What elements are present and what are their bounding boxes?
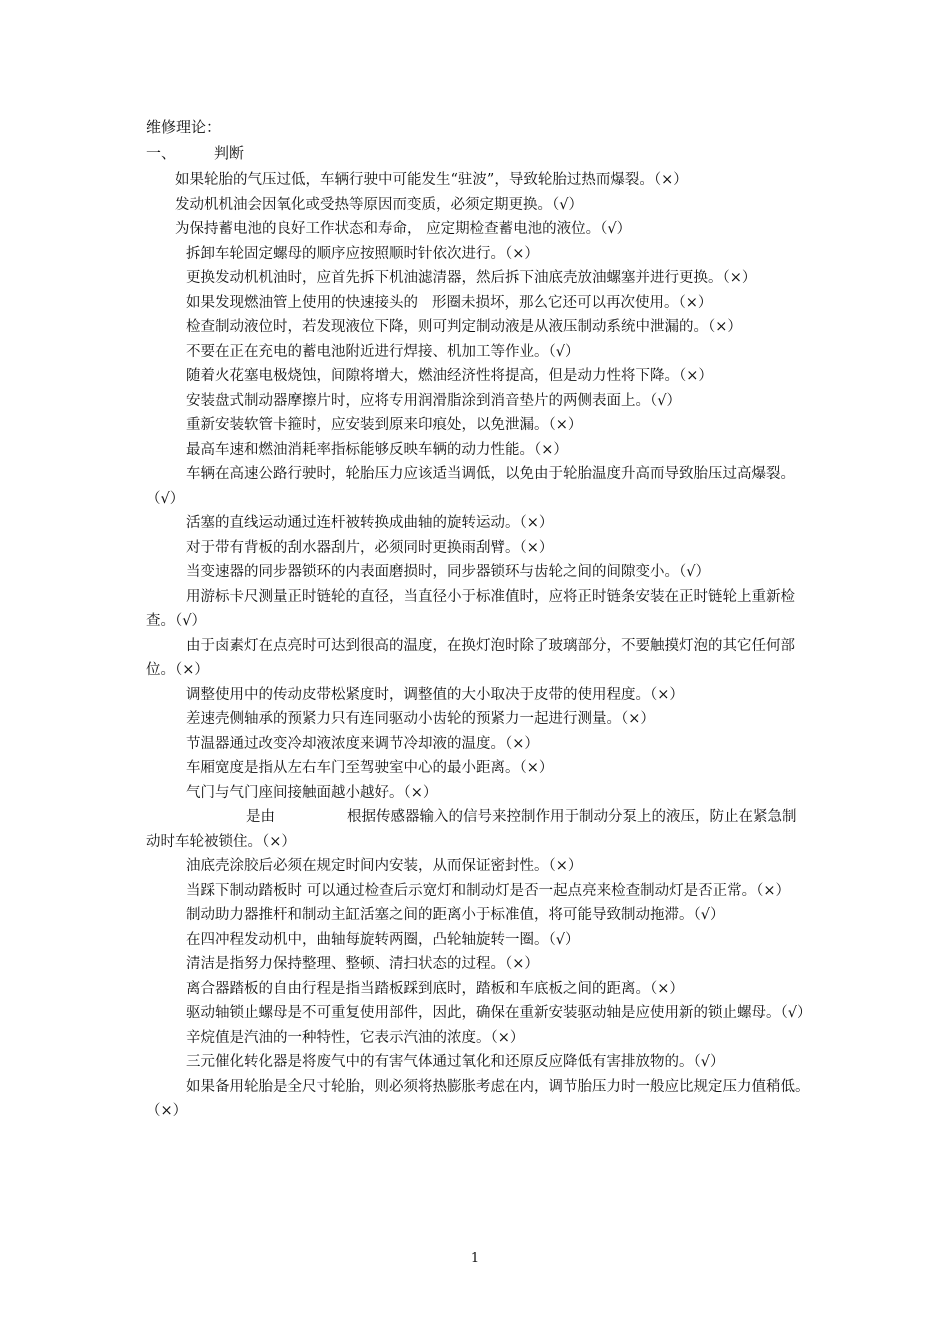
list-item: 车厢宽度是指从左右车门至驾驶室中心的最小距离。（×） xyxy=(186,760,554,776)
list-item-part: 如果发现燃油管上使用的快速接头的 xyxy=(186,294,418,311)
section-label: 判断 xyxy=(214,144,245,162)
list-item: 节温器通过改变冷却液浓度来调节冷却液的温度。（×） xyxy=(186,735,539,752)
list-item: 差速壳侧轴承的预紧力只有连同驱动小齿轮的预紧力一起进行测量。（×） xyxy=(186,711,655,727)
list-item: 发动机机油会因氧化或受热等原因而变质，必须定期更换。（√） xyxy=(175,196,583,213)
list-item: 清洁是指努力保持整理、整顿、清扫状态的过程。（×） xyxy=(186,956,539,972)
list-item: 随着火花塞电极烧蚀，间隙将增大，燃油经济性将提高，但是动力性将下降。（×） xyxy=(186,368,713,384)
list-item: 在四冲程发动机中，曲轴每旋转两圈，凸轮轴旋转一圈。（√） xyxy=(186,931,580,948)
list-item: 辛烷值是汽油的一种特性，它表示汽油的浓度。（×） xyxy=(186,1029,525,1046)
list-item-part: 是由 xyxy=(246,809,275,825)
document-heading: 维修理论： xyxy=(146,118,222,136)
list-item: 驱动轴锁止螺母是不可重复使用部件，因此，确保在重新安装驱动轴是应使用新的锁止螺母。（√） xyxy=(186,1005,812,1021)
list-item: 活塞的直线运动通过连杆被转换成曲轴的旋转运动。（×） xyxy=(186,515,554,531)
list-item: 更换发动机机油时，应首先拆下机油滤清器，然后拆下油底壳放油螺塞并进行更换。（×） xyxy=(186,270,757,286)
list-item: 对于带有背板的刮水器刮片，必须同时更换雨刮臂。（×） xyxy=(186,539,554,556)
list-item: 油底壳涂胶后必须在规定时间内安装，从而保证密封性。（×） xyxy=(186,858,583,874)
page-number: 1 xyxy=(470,1251,480,1266)
list-item: 车辆在高速公路行驶时，轮胎压力应该适当调低，以免由于轮胎温度升高而导致胎压过高爆裂。（√） xyxy=(146,466,795,507)
section-title xyxy=(146,143,244,163)
list-item: 三元催化转化器是将废气中的有害气体通过氧化和还原反应降低有害排放物的。（√） xyxy=(186,1054,725,1070)
list-item: 安装盘式制动器摩擦片时，应将专用润滑脂涂到消音垫片的两侧表面上。（√） xyxy=(186,392,681,409)
list-item: 如果轮胎的气压过低，车辆行驶中可能发生“驻波”，导致轮胎过热而爆裂。（×） xyxy=(175,172,688,188)
list-item: 重新安装软管卡箍时，应安装到原来印痕处，以免泄漏。（×） xyxy=(186,417,583,433)
list-item-part: 形圈未损坏，那么它还可以再次使用。（×） xyxy=(432,294,713,311)
list-item: 调整使用中的传动皮带松紧度时，调整值的大小取决于皮带的使用程度。（×） xyxy=(186,686,684,703)
list-item: 拆卸车轮固定螺母的顺序应按照顺时针依次进行。（×） xyxy=(186,245,539,262)
list-item: 不要在正在充电的蓄电池附近进行焊接、机加工等作业。（√） xyxy=(186,343,580,360)
list-item: 制动助力器推杆和制动主缸活塞之间的距离小于标准值，将可能导致制动拖滞。（√） xyxy=(186,907,725,923)
list-item: 为保持蓄电池的良好工作状态和寿命， 应定期检查蓄电池的液位。（√） xyxy=(175,221,632,237)
section-number: 一、 xyxy=(146,144,177,162)
list-item: 气门与气门座间接触面越小越好。（×） xyxy=(186,784,438,801)
list-item-part: 根据传感器输入的信号来控制作用于制动分泵上的液压，防止在紧急制动时车轮被锁住。（×） xyxy=(146,809,797,850)
list-item xyxy=(146,805,810,854)
list-item xyxy=(146,291,810,316)
list-item: 离合器踏板的自由行程是指当踏板踩到底时，踏板和车底板之间的距离。（×） xyxy=(186,980,684,997)
list-item: 用游标卡尺测量正时链轮的直径，当直径小于标准值时，应将正时链条安装在正时链轮上重新检查。（√） xyxy=(146,588,795,629)
list-item: 最高车速和燃油消耗率指标能够反映车辆的动力性能。（×） xyxy=(186,441,568,458)
list-item: 由于卤素灯在点亮时可达到很高的温度，在换灯泡时除了玻璃部分，不要触摸灯泡的其它任何部位。（×） xyxy=(146,637,795,678)
list-item: 当踩下制动踏板时 可以通过检查后示宽灯和制动灯是否一起点亮来检查制动灯是否正常。（×） xyxy=(186,882,791,899)
list-item: 当变速器的同步器锁环的内表面磨损时，同步器锁环与齿轮之间的间隙变小。（√） xyxy=(186,564,710,580)
list-item: 如果备用轮胎是全尺寸轮胎，则必须将热膨胀考虑在内，调节胎压力时一般应比规定压力值稍低。（×） xyxy=(146,1078,810,1119)
list-item: 检查制动液位时，若发现液位下降，则可判定制动液是从液压制动系统中泄漏的。（×） xyxy=(186,319,742,335)
question-list xyxy=(146,168,810,1124)
